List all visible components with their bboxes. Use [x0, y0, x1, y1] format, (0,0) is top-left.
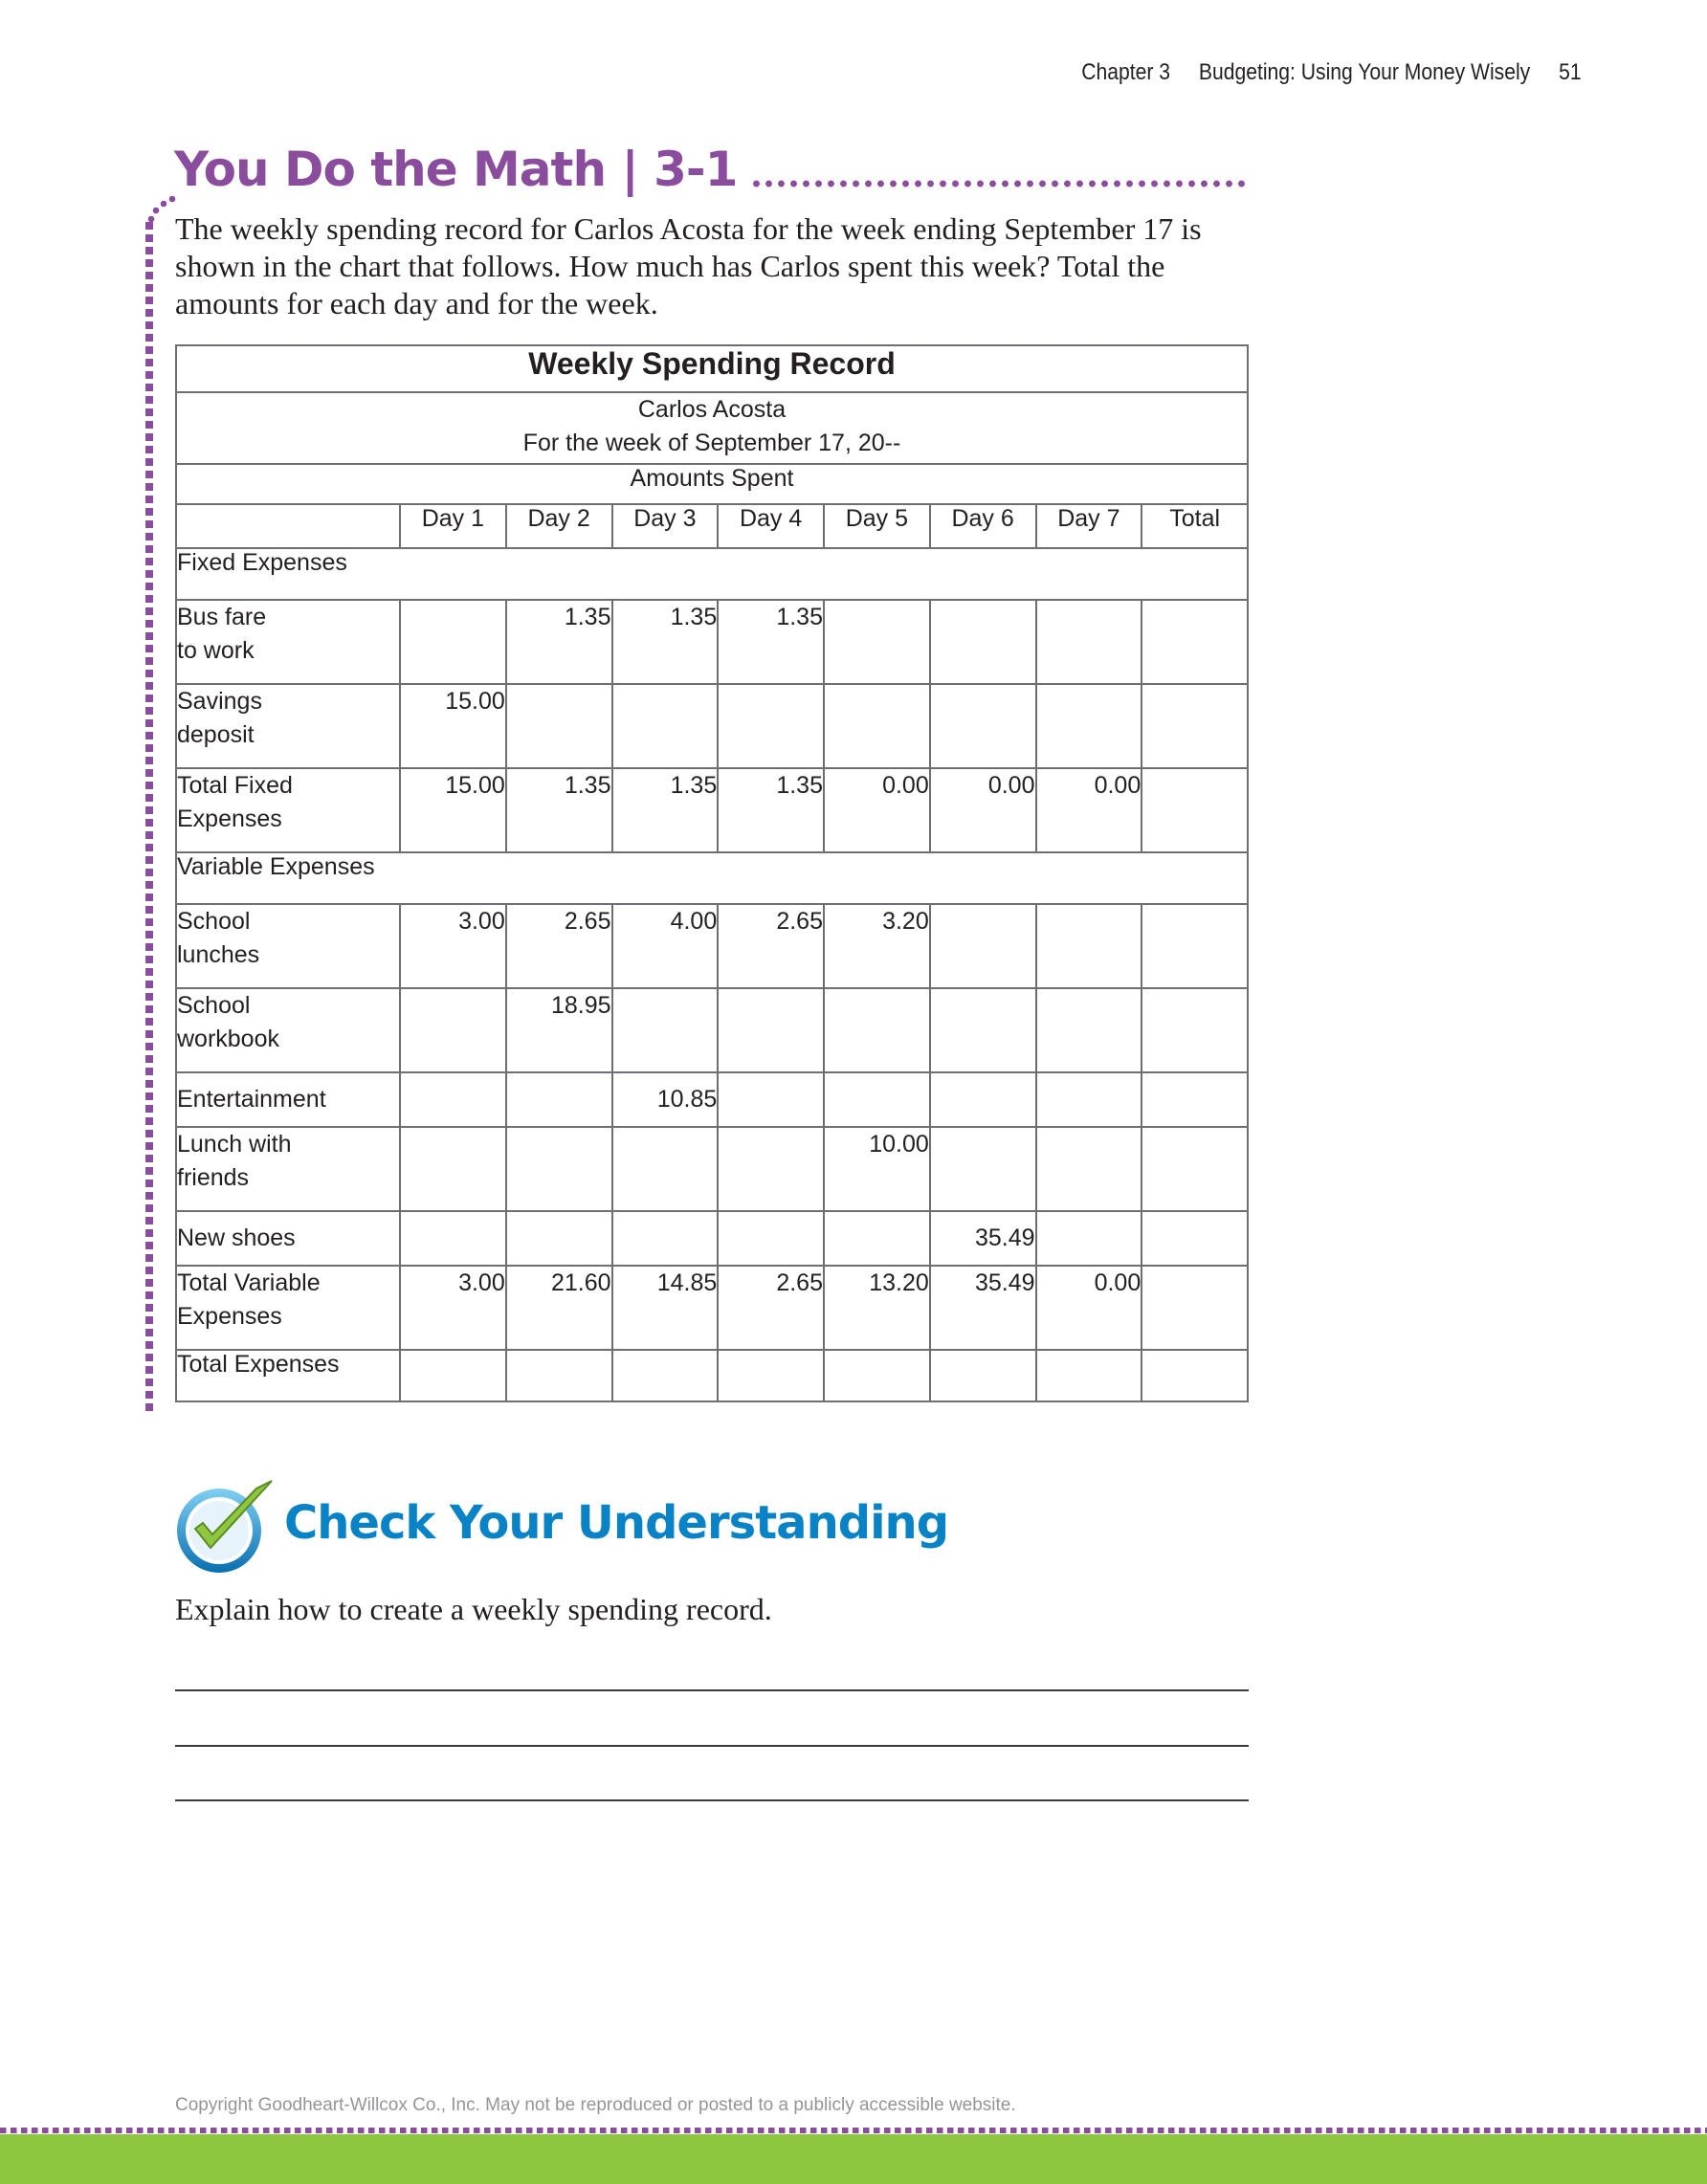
answer-line[interactable]: [175, 1745, 1249, 1747]
weekly-spending-table: [175, 344, 1249, 1402]
amount-cell[interactable]: [400, 1211, 506, 1266]
amount-cell[interactable]: [718, 1072, 824, 1127]
amount-cell[interactable]: [930, 988, 1036, 1072]
amount-cell[interactable]: [1142, 1072, 1248, 1127]
row-label-line: deposit: [177, 721, 255, 748]
row-label-line: School: [177, 908, 251, 935]
amount-cell: 0.00: [930, 768, 1036, 852]
fixed-expenses-header: Fixed Expenses: [176, 548, 1248, 600]
amount-cell: 2.65: [718, 904, 824, 988]
amount-cell: 1.35: [612, 600, 719, 684]
amount-cell[interactable]: [824, 988, 930, 1072]
amount-cell[interactable]: [1036, 988, 1142, 1072]
row-label: [176, 768, 400, 852]
table-row: [176, 1072, 1248, 1127]
amount-cell[interactable]: [1036, 1072, 1142, 1127]
row-label: [176, 1266, 400, 1350]
amount-cell[interactable]: [1142, 600, 1248, 684]
amount-cell: 15.00: [400, 768, 506, 852]
amount-cell[interactable]: [1036, 1127, 1142, 1211]
copyright-notice: Copyright Goodheart-Willcox Co., Inc. May not be reproduced or posted to a publicly accessible website.: [175, 2095, 1016, 2115]
amount-cell[interactable]: [506, 684, 612, 768]
row-label-line: Total Variable: [177, 1269, 321, 1296]
amount-cell[interactable]: [612, 1211, 719, 1266]
amount-cell: 15.00: [400, 684, 506, 768]
column-header: Day 3: [612, 504, 719, 548]
answer-line[interactable]: [175, 1799, 1249, 1801]
table-row: [176, 988, 1248, 1072]
row-label-line: Entertainment: [177, 1086, 326, 1113]
amount-cell[interactable]: [400, 988, 506, 1072]
amount-cell[interactable]: [1142, 1266, 1248, 1350]
amount-cell: 18.95: [506, 988, 612, 1072]
blank-header-cell: [176, 504, 400, 548]
amount-cell: 0.00: [1036, 1266, 1142, 1350]
amount-cell[interactable]: [1142, 684, 1248, 768]
person-name: Carlos Acosta: [637, 396, 787, 423]
row-label-line: Bus fare: [177, 604, 267, 630]
column-header: Day 1: [400, 504, 506, 548]
column-header: Day 2: [506, 504, 612, 548]
row-label: [176, 684, 400, 768]
row-label-line: Lunch with: [177, 1131, 292, 1158]
math-heading: [174, 140, 1246, 197]
row-label-line: Total Fixed: [177, 772, 293, 799]
amount-cell: 3.00: [400, 1266, 506, 1350]
column-header: Day 6: [930, 504, 1036, 548]
amount-cell[interactable]: [718, 684, 824, 768]
total-cell[interactable]: [718, 1350, 824, 1401]
amount-cell[interactable]: [930, 600, 1036, 684]
column-header: Day 7: [1036, 504, 1142, 548]
total-cell[interactable]: [1036, 1350, 1142, 1401]
amount-cell[interactable]: [400, 1127, 506, 1211]
amount-cell[interactable]: [400, 600, 506, 684]
table-title: Weekly Spending Record: [176, 345, 1248, 392]
amount-cell[interactable]: [1036, 904, 1142, 988]
amount-cell[interactable]: [1036, 684, 1142, 768]
question-text: Explain how to create a weekly spending record.: [175, 1592, 772, 1626]
amount-cell[interactable]: [612, 1127, 719, 1211]
day-header-row: [176, 504, 1248, 548]
amount-cell[interactable]: [1142, 1211, 1248, 1266]
chapter-label: Chapter 3: [1081, 59, 1171, 85]
check-title: Check Your Understanding: [284, 1496, 949, 1550]
amount-cell[interactable]: [930, 1127, 1036, 1211]
table-row: [176, 684, 1248, 768]
row-label-line: School: [177, 992, 251, 1019]
amount-cell[interactable]: [930, 904, 1036, 988]
total-cell[interactable]: [824, 1350, 930, 1401]
row-label-line: New shoes: [177, 1224, 296, 1251]
total-expenses-label: Total Expenses: [176, 1350, 400, 1401]
amount-cell[interactable]: [718, 1127, 824, 1211]
amount-cell: 35.49: [930, 1266, 1036, 1350]
amount-cell: 1.35: [718, 768, 824, 852]
row-label-line: Expenses: [177, 1303, 282, 1330]
amount-cell[interactable]: [1142, 768, 1248, 852]
amount-cell[interactable]: [824, 1211, 930, 1266]
amount-cell: 14.85: [612, 1266, 719, 1350]
amount-cell[interactable]: [1142, 1127, 1248, 1211]
chapter-title: Budgeting: Using Your Money Wisely: [1199, 59, 1531, 85]
row-label: [176, 1127, 400, 1211]
total-cell[interactable]: [506, 1350, 612, 1401]
amount-cell: 10.00: [824, 1127, 930, 1211]
table-row: [176, 1127, 1248, 1211]
page-number: 51: [1559, 59, 1582, 85]
running-head: [1082, 59, 1582, 86]
total-cell[interactable]: [400, 1350, 506, 1401]
amount-cell: 1.35: [718, 600, 824, 684]
row-label-line: Expenses: [177, 805, 282, 832]
row-label-line: to work: [177, 637, 255, 664]
amount-cell[interactable]: [824, 600, 930, 684]
row-label-line: friends: [177, 1164, 250, 1191]
variable-expenses-header: Variable Expenses: [176, 852, 1248, 904]
table-subheading: [176, 392, 1248, 464]
row-label: [176, 1072, 400, 1127]
amount-cell[interactable]: [824, 1072, 930, 1127]
amount-cell: 0.00: [824, 768, 930, 852]
total-cell[interactable]: [1142, 1350, 1248, 1401]
amount-cell[interactable]: [506, 1211, 612, 1266]
amount-cell: 1.35: [506, 768, 612, 852]
amount-cell[interactable]: [506, 1127, 612, 1211]
row-label-line: Savings: [177, 688, 262, 715]
week-period: For the week of September 17, 20--: [522, 430, 901, 456]
row-label-line: workbook: [177, 1026, 279, 1052]
amount-cell[interactable]: [930, 684, 1036, 768]
row-label-line: lunches: [177, 941, 260, 968]
math-title: You Do the Math | 3-1: [174, 142, 738, 197]
side-dotted-border: [145, 222, 153, 1416]
table-row: [176, 904, 1248, 988]
amount-cell: 2.65: [506, 904, 612, 988]
amount-cell[interactable]: [1142, 904, 1248, 988]
amount-cell[interactable]: [612, 988, 719, 1072]
amount-cell: 13.20: [824, 1266, 930, 1350]
footer-dotted-rule: [0, 2128, 1707, 2133]
amount-cell[interactable]: [718, 988, 824, 1072]
amount-cell: 2.65: [718, 1266, 824, 1350]
table-row: [176, 1211, 1248, 1266]
amount-cell: 21.60: [506, 1266, 612, 1350]
heading-dotted-rule: [750, 180, 1246, 188]
amount-cell[interactable]: [612, 684, 719, 768]
column-header: Day 5: [824, 504, 930, 548]
intro-paragraph: The weekly spending record for Carlos Acosta for the week ending September 17 is shown in the chart that follows. How much has Carlos spent this week? Total the amounts for each day and for the week.: [175, 211, 1202, 320]
amount-cell[interactable]: [718, 1211, 824, 1266]
amount-cell: 10.85: [612, 1072, 719, 1127]
amount-cell[interactable]: [1036, 1211, 1142, 1266]
amounts-spent-header: Amounts Spent: [176, 464, 1248, 504]
amount-cell: 1.35: [612, 768, 719, 852]
column-header: Day 4: [718, 504, 824, 548]
checkmark-badge-icon: [174, 1479, 277, 1578]
total-cell[interactable]: [612, 1350, 719, 1401]
amount-cell: 3.20: [824, 904, 930, 988]
total-cell[interactable]: [930, 1350, 1036, 1401]
amount-cell[interactable]: [400, 1072, 506, 1127]
table-row: [176, 600, 1248, 684]
column-header: Total: [1142, 504, 1248, 548]
amount-cell: 1.35: [506, 600, 612, 684]
amount-cell[interactable]: [506, 1072, 612, 1127]
amount-cell[interactable]: [930, 1072, 1036, 1127]
total-expenses-row: [176, 1350, 1248, 1401]
footer-band: [0, 2134, 1707, 2184]
amount-cell: 35.49: [930, 1211, 1036, 1266]
amount-cell[interactable]: [1036, 600, 1142, 684]
table-row: [176, 768, 1248, 852]
row-label: [176, 904, 400, 988]
amount-cell[interactable]: [824, 684, 930, 768]
amount-cell: 0.00: [1036, 768, 1142, 852]
amount-cell[interactable]: [1142, 988, 1248, 1072]
row-label: [176, 600, 400, 684]
row-label: [176, 988, 400, 1072]
amount-cell: 4.00: [612, 904, 719, 988]
amount-cell: 3.00: [400, 904, 506, 988]
table-row: [176, 1266, 1248, 1350]
row-label: [176, 1211, 400, 1266]
answer-line[interactable]: [175, 1689, 1249, 1691]
